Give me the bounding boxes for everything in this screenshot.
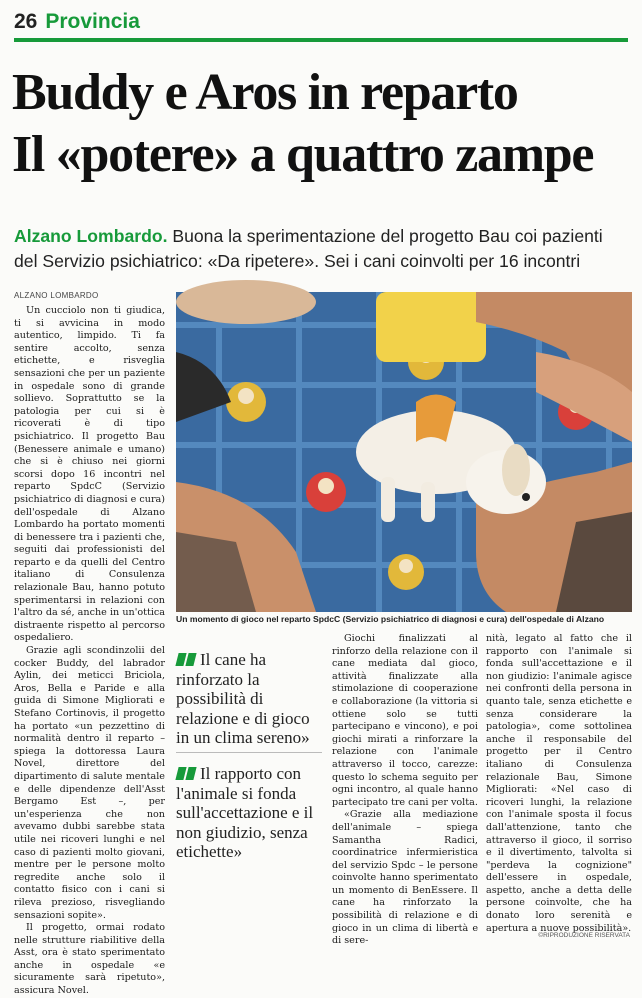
subheadline-place: Alzano Lombardo.	[14, 226, 168, 246]
body-column-3	[332, 633, 478, 947]
subheadline	[14, 224, 630, 274]
body-paragraph: Il progetto, ormai rodato nelle strutture riabilitive della Asst, ora è stato sperimentato anche in ospedale «e sicuramente sarà ripetuto», assicura Novel.	[14, 922, 165, 997]
body-paragraph: Giochi finalizzati al rinforzo della relazione con il cane mediata dal gioco, attività finalizzate alla stimolazione di cooperazione e collaborazione (la vittoria si ottiene solo se tutti partecipano e vincono), e poi giochi mirati a rinforzare la relazione con l'animale attraverso il tocco, carezze: questo lo schema seguito per ogni incontro, al quale hanno partecipato tre cani per volta.	[332, 633, 478, 808]
body-paragraph: Grazie agli scondinzolii del cocker Buddy, del labrador Aylin, dei meticci Briciola, Aros, Bella e Paride e alla guida di Simone Migliorati e Stefano Cortinovis, il progetto ha portato «un pezzettino di normalità dentro il reparto – spiega la dottoressa Laura Novel, direttore del dipartimento di salute mentale e delle dipendenze dell'Asst Bergamo Est –, per un'esperienza che non avevamo dubbi sarebbe stata utile nei ricoveri lunghi e nel caso di pazienti molto giovani, mentre per le persone molto regredite anche solo il contatto fisico con i cani si rileva prezioso, risvegliando sensazioni sopite».	[14, 645, 165, 921]
body-paragraph: Un cucciolo non ti giudica, ti si avvicina in modo autentico, limpido. Ti fa sentire accolto, senza etichette, e risveglia sensazioni che per un paziente in ospedale sono di grande sollievo. Soprattutto se la patologia per cui si è ricoverati è di tipo psichiatrico. Il progetto Bau (Benessere animale e umano) che si è chiuso nei giorni scorsi dopo 16 incontri nel reparto SpdcC (Servizio psichiatrico di diagnosi e cura) dell'ospedale di Alzano Lombardo ha portato momenti di benessere tra i pazienti che, seguiti dai professionisti del reparto e da quelli del Centro italiano di Consulenza relazionale Bau, hanno potuto sperimentarsi in relazioni con l'altro da sé, anche in un'ottica distraente rispetto al percorso ospedaliero.	[14, 305, 165, 644]
headline-line-1: Buddy e Aros in reparto	[12, 64, 518, 121]
headline-line-2: Il «potere» a quattro zampe	[12, 126, 594, 183]
body-column-1	[14, 305, 165, 997]
section-name: Provincia	[45, 10, 140, 33]
body-column-4	[486, 633, 632, 934]
divider	[176, 752, 322, 753]
body-paragraph: nità, legato al fatto che il rapporto con l'animale si fonda sull'accettazione e il non giudizio: l'animale agisce nei confronti della persona in quanto tale, senza etichette e senza considerare la patologia», come sottolinea anche il responsabile del progetto per il Centro italiano di Consulenza relazionale Bau, Simone Migliorati: «Nel caso di ricoveri lunghi, la relazione con l'animale sposta il focus dall'attenzione, tanto che attraverso il gioco, il sorriso e il divertimento, talvolta si "perdeva la cognizione" dell'essere in ospedale, aspetto, anche a detta delle persone coinvolte, che ha donato loro serenità e apertura a nuove possibilità».	[486, 633, 632, 934]
quote-mark-icon	[176, 767, 196, 780]
pullquote	[176, 764, 322, 862]
body-paragraph: «Grazie alla mediazione dell'animale – spiega Samantha Radici, coordinatrice infermieristica del servizio Spdc – le persone coinvolte hanno sperimentato un momento di BenEssere. Il cane ha rinforzato la possibilità di relazione e di gioco in un clima di libertà e di sere-	[332, 809, 478, 947]
page-header	[14, 10, 140, 34]
article-photo	[176, 292, 632, 612]
pullquote	[176, 650, 322, 748]
subheadline-text: Buona la sperimentazione del progetto Bau coi pazienti del Servizio psichiatrico: «Da ripetere». Sei i cani coinvolti per 16 incontri	[14, 226, 603, 271]
photo-caption: Un momento di gioco nel reparto SpdcC (Servizio psichiatrico di diagnosi e cura) dell'ospedale di Alzano	[176, 614, 605, 624]
dateline: ALZANO LOMBARDO	[14, 291, 99, 300]
photo-illustration	[176, 292, 632, 612]
page-number: 26	[14, 10, 38, 33]
pullquote-text: Il rapporto con l'animale si fonda sull'accettazione e il non giudizio, senza etichette»	[176, 764, 314, 861]
headline	[12, 62, 632, 186]
pullquote-text: Il cane ha rinforzato la possibilità di relazione e di gioco in un clima sereno»	[176, 650, 310, 747]
header-rule	[14, 38, 628, 42]
copyright-notice: ©RIPRODUZIONE RISERVATA	[538, 932, 630, 939]
quote-mark-icon	[176, 653, 196, 666]
